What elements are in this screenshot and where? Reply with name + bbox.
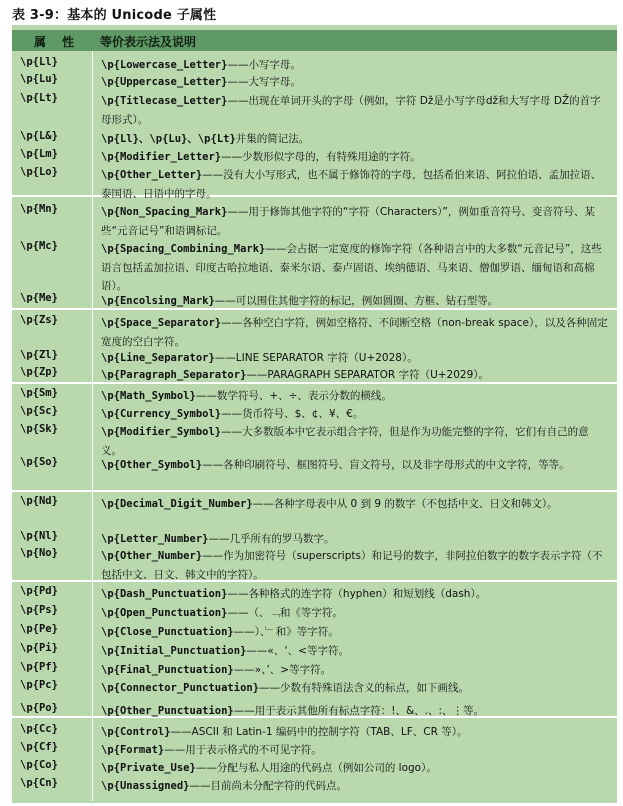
equivalent-notation: \p{Paragraph_Separator} [101,369,247,381]
property-description [101,777,609,796]
description-text: ——各种格式的连字符（hyphen）和短划线（dash）。 [227,588,487,600]
equivalent-notation: \p{Decimal_Digit_Number} [101,498,253,510]
property-description [101,405,609,424]
column-divider [92,51,93,801]
property-code: \p{Ps} [20,604,58,616]
property-description [101,679,609,698]
description-text: ——货币符号、$、¢、¥、€。 [221,408,364,420]
equivalent-notation: \p{Currency_Symbol} [101,408,222,420]
property-description [101,604,609,623]
property-code: \p{Nd} [20,495,58,507]
unicode-properties-table [12,25,617,803]
description-text: ——大写字母。 [227,76,301,88]
property-description [101,73,609,92]
property-code: \p{Pe} [20,623,58,635]
equivalent-notation: \p{Ll}、\p{Lu}、\p{Lt} [101,133,236,145]
property-code: \p{Po} [20,702,58,714]
table-header [12,30,617,51]
description-text: ——目前尚未分配字符的代码点。 [189,780,348,792]
property-code: \p{Nl} [20,530,58,542]
description-text: ——）、﹂和》等字符。 [233,626,339,638]
description-text: ——各种空白字符，例如空格符、不间断空格（non-break space），以及各种固定宽度的空白字符。 [101,317,608,348]
property-code: \p{So} [20,456,58,468]
property-description [101,759,609,778]
property-code: \p{Sk} [20,423,58,435]
property-description [101,203,609,240]
equivalent-notation: \p{Control} [101,726,171,738]
property-code: \p{Co} [20,759,58,771]
description-text: ——小写字母。 [227,59,301,71]
property-code: \p{Lo} [20,166,58,178]
property-description [101,130,609,149]
property-code: \p{Lm} [20,148,58,160]
table-title: 表 3-9：基本的 Unicode 子属性 [12,8,217,23]
equivalent-notation: \p{Spacing_Combining_Mark} [101,243,266,255]
equivalent-notation: \p{Private_Use} [101,762,196,774]
equivalent-notation: \p{Titlecase_Letter} [101,95,228,107]
property-description [101,702,609,721]
equivalent-notation: \p{Line_Separator} [101,352,215,364]
property-code: \p{Cf} [20,741,58,753]
equivalent-notation: \p{Space_Separator} [101,317,222,329]
description-text: ——少数形似字母的，有特殊用途的字符。 [221,151,421,163]
description-text: ——几乎所有的罗马数字。 [208,533,335,545]
property-description [101,292,609,311]
description-text: ——分配与私人用途的代码点（例如公司的 logo）。 [195,762,437,774]
property-description [101,148,609,167]
property-description [101,495,609,514]
property-description [101,240,609,296]
property-description [101,349,609,368]
description-text: ——ASCII 和 Latin-1 编码中的控制字符（TAB、LF、CR 等）。 [170,726,468,738]
equivalent-notation: \p{Open_Punctuation} [101,607,228,619]
description-text: ——LINE SEPARATOR 字符（U+2028）。 [214,352,418,364]
property-description [101,530,609,549]
property-description [101,314,609,351]
description-text: ——出现在单词开头的字母（例如，字符 Dž是小写字母dž和大写字母 DŽ的首字母形式）。 [101,95,601,126]
property-code: \p{No} [20,547,58,559]
equivalent-notation: \p{Final_Punctuation} [101,664,234,676]
equivalent-notation: \p{Other_Number} [101,550,203,562]
property-code: \p{Mn} [20,203,58,215]
property-description [101,456,609,475]
equivalent-notation: \p{Dash_Punctuation} [101,588,228,600]
property-description [101,423,609,460]
property-description [101,623,609,642]
property-description [101,661,609,680]
property-code: \p{Sm} [20,387,58,399]
property-code: \p{Zp} [20,366,58,378]
equivalent-notation: \p{Letter_Number} [101,533,209,545]
equivalent-notation: \p{Unassigned} [101,780,190,792]
header-property: 属 性 [34,35,81,49]
description-text: ——可以围住其他字符的标记，例如圆圈、方框、钻石型等。 [214,295,499,307]
description-text: ——没有大小写形式，也不属于修饰符的字母，包括希伯来语、阿拉伯语、孟加拉语、泰国语、日语中的字母。 [101,169,602,200]
property-code: \p{Me} [20,292,58,304]
property-description [101,387,609,406]
description-text: 并集的简记法。 [235,133,310,145]
property-description [101,366,609,385]
description-text: ——各种印刷符号、框图符号、盲文符号，以及非字母形式的中文字符，等等。 [202,459,570,471]
property-code: \p{Pd} [20,585,58,597]
equivalent-notation: \p{Lowercase_Letter} [101,59,228,71]
property-description [101,166,609,203]
property-code: \p{L&} [20,130,58,142]
property-description [101,92,609,129]
group-divider [12,490,617,492]
property-code: \p{Lu} [20,73,58,85]
header-description: 等价表示法及说明 [100,35,197,49]
property-description [101,741,609,760]
description-text: ——各种字母表中从 0 到 9 的数字（不包括中文、日文和韩文）。 [252,498,558,510]
equivalent-notation: \p{Close_Punctuation} [101,626,234,638]
property-code: \p{Mc} [20,240,58,252]
description-text: ——数学符号、+、÷、表示分数的横线。 [195,390,392,402]
equivalent-notation: \p{Format} [101,744,165,756]
property-code: \p{Pc} [20,679,58,691]
equivalent-notation: \p{Non_Spacing_Mark} [101,206,228,218]
equivalent-notation: \p{Other_Letter} [101,169,203,181]
equivalent-notation: \p{Math_Symbol} [101,390,196,402]
equivalent-notation: \p{Modifier_Letter} [101,151,222,163]
equivalent-notation: \p{Modifier_Symbol} [101,426,222,438]
property-description [101,56,609,75]
property-description [101,642,609,661]
property-code: \p{Cn} [20,777,58,789]
description-text: ——PARAGRAPH SEPARATOR 字符（U+2029）。 [246,369,490,381]
description-text: ——大多数版本中它表示组合字符，但是作为功能完整的字符，它们有自己的意义。 [101,426,589,457]
property-code: \p{Zl} [20,349,58,361]
property-code: \p{Ll} [20,56,58,68]
equivalent-notation: \p{Other_Symbol} [101,459,203,471]
description-text: ——（、﹁和《等字符。 [227,607,343,619]
description-text: ——用于表示格式的不可见字符。 [164,744,322,756]
property-description [101,547,609,584]
equivalent-notation: \p{Encolsing_Mark} [101,295,215,307]
description-text: ——«、‘、<等字符。 [246,645,349,657]
equivalent-notation: \p{Uppercase_Letter} [101,76,228,88]
property-code: \p{Sc} [20,405,58,417]
description-text: ——用于修饰其他字符的“字符（Characters）”，例如重音符号、变音符号、某些“元音记号”和语调标记。 [101,206,595,237]
property-code: \p{Pi} [20,642,58,654]
description-text: ——少数有特殊语法含义的标点，如下画线。 [259,682,470,694]
description-text: ——会占据一定宽度的修饰字符（各种语言中的大多数“元音记号”，这些语言包括孟加拉语、印度古哈拉地语、泰米尔语、泰卢固语、埃纳德语、马来语、僧伽罗语、缅甸语和高棉语）。 [101,243,602,292]
property-code: \p{Pf} [20,661,58,673]
description-text: ——»、’、>等字符。 [233,664,332,676]
property-description [101,723,609,742]
equivalent-notation: \p{Connector_Punctuation} [101,682,260,694]
equivalent-notation: \p{Initial_Punctuation} [101,645,247,657]
description-text: ——用于表示其他所有标点字符：!、&、.、:、⋮等。 [233,705,485,717]
property-description [101,585,609,604]
equivalent-notation: \p{Other_Punctuation} [101,705,234,717]
property-code: \p{Zs} [20,314,58,326]
property-code: \p{Cc} [20,723,58,735]
description-text: ——作为加密符号（superscripts）和记号的数字，非阿拉伯数字的数字表示字符（不包括中文、日文、韩文中的字符）。 [101,550,603,581]
property-code: \p{Lt} [20,92,58,104]
